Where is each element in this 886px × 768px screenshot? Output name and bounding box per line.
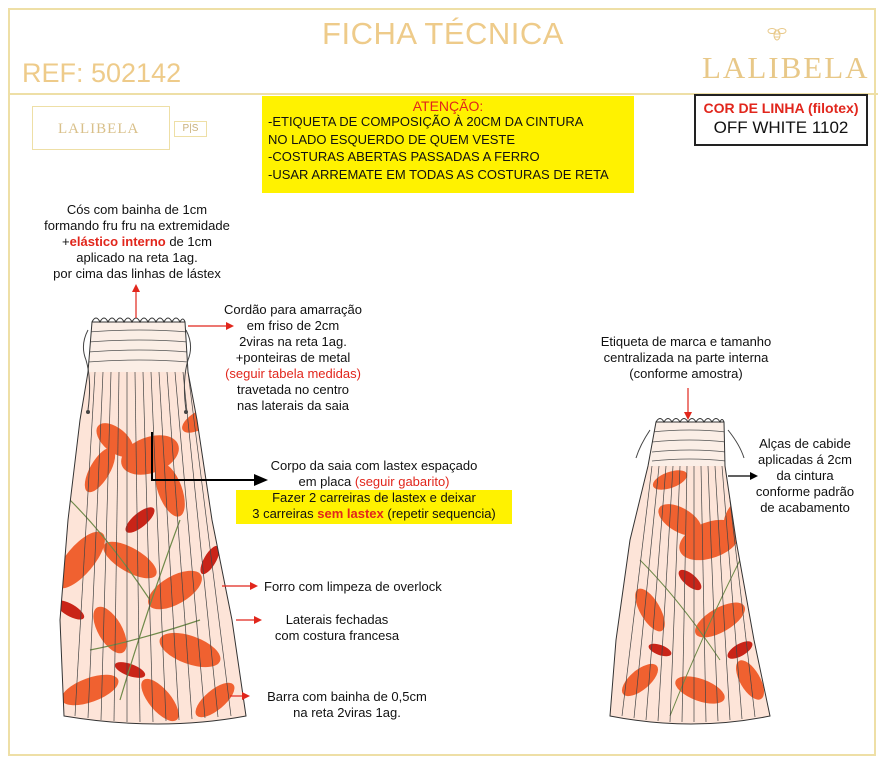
note-line: Cordão para amarração — [223, 302, 363, 317]
note-line: aplicado na reta 1ag. — [76, 250, 198, 265]
note-text: + — [62, 234, 70, 249]
sides-note — [262, 612, 412, 644]
note-text-red: (seguir gabarito) — [354, 474, 450, 489]
attention-title: ATENÇÃO: — [412, 98, 484, 114]
no-lastex-highlight: sem lastex — [317, 506, 384, 521]
lining-note — [264, 579, 442, 595]
note-line-red: (seguir tabela medidas) — [225, 366, 361, 381]
note-line: com costura francesa — [274, 628, 400, 643]
note-line: +ponteiras de metal — [235, 350, 351, 365]
note-line: de acabamento — [760, 500, 850, 515]
cord-note — [206, 302, 380, 414]
note-line: aplicadas á 2cm — [758, 452, 852, 467]
attention-line: -ETIQUETA DE COMPOSIÇÃO À 20CM DA CINTURA — [268, 114, 584, 129]
note-line: travetada no centro — [236, 382, 350, 397]
sheet-title: FICHA TÉCNICA — [322, 16, 564, 51]
hanger-note — [746, 436, 864, 516]
note-line: na reta 2viras 1ag. — [293, 705, 401, 720]
note-line: da cintura — [776, 468, 834, 483]
note-text: de 1cm — [165, 234, 212, 249]
brand-logo: LALIBELA — [702, 50, 870, 85]
note-line: em friso de 2cm — [246, 318, 340, 333]
note-line: Corpo da saia com lastex espaçado — [270, 458, 478, 473]
note-text: 3 carreiras — [252, 506, 318, 521]
brand-label-note — [586, 334, 786, 382]
attention-line: -USAR ARREMATE EM TODAS AS COSTURAS DE RETA — [268, 166, 609, 182]
note-line: 2viras na reta 1ag. — [239, 334, 347, 349]
note-line: Cós com bainha de 1cm — [66, 202, 208, 217]
hem-note — [254, 689, 440, 721]
waistband-note — [24, 202, 250, 282]
note-line: nas laterais da saia — [236, 398, 349, 413]
note-line: Forro com limpeza de overlock — [264, 579, 442, 594]
note-line: Laterais fechadas — [285, 612, 389, 627]
note-line: conforme padrão — [755, 484, 855, 499]
note-line: Fazer 2 carreiras de lastex e deixar — [272, 490, 476, 505]
label-brand-text: LALIBELA — [58, 121, 140, 137]
thread-color-title: COR DE LINHA (filotex) — [703, 100, 859, 116]
body-note — [236, 458, 512, 522]
reference-number: REF: 502142 — [22, 58, 182, 88]
note-line: por cima das linhas de lástex — [53, 266, 221, 281]
note-text: em placa — [298, 474, 355, 489]
note-text: (repetir sequencia) — [383, 506, 496, 521]
note-line: formando fru fru na extremidade — [44, 218, 230, 233]
note-line — [24, 234, 250, 250]
attention-line: -COSTURAS ABERTAS PASSADAS A FERRO — [268, 149, 540, 164]
note-line: Etiqueta de marca e tamanho — [600, 334, 772, 349]
note-line — [236, 506, 512, 522]
note-line: centralizada na parte interna — [603, 350, 769, 365]
note-line: Barra com bainha de 0,5cm — [267, 689, 427, 704]
attention-line: NO LADO ESQUERDO DE QUEM VESTE — [268, 131, 516, 147]
thread-color-value: OFF WHITE 1102 — [713, 118, 849, 137]
elastic-highlight: elástico interno — [69, 234, 166, 249]
note-line: (conforme amostra) — [629, 366, 743, 381]
note-line: Alças de cabide — [759, 436, 851, 451]
label-size-box: P|S — [174, 121, 207, 137]
note-line — [236, 474, 512, 490]
